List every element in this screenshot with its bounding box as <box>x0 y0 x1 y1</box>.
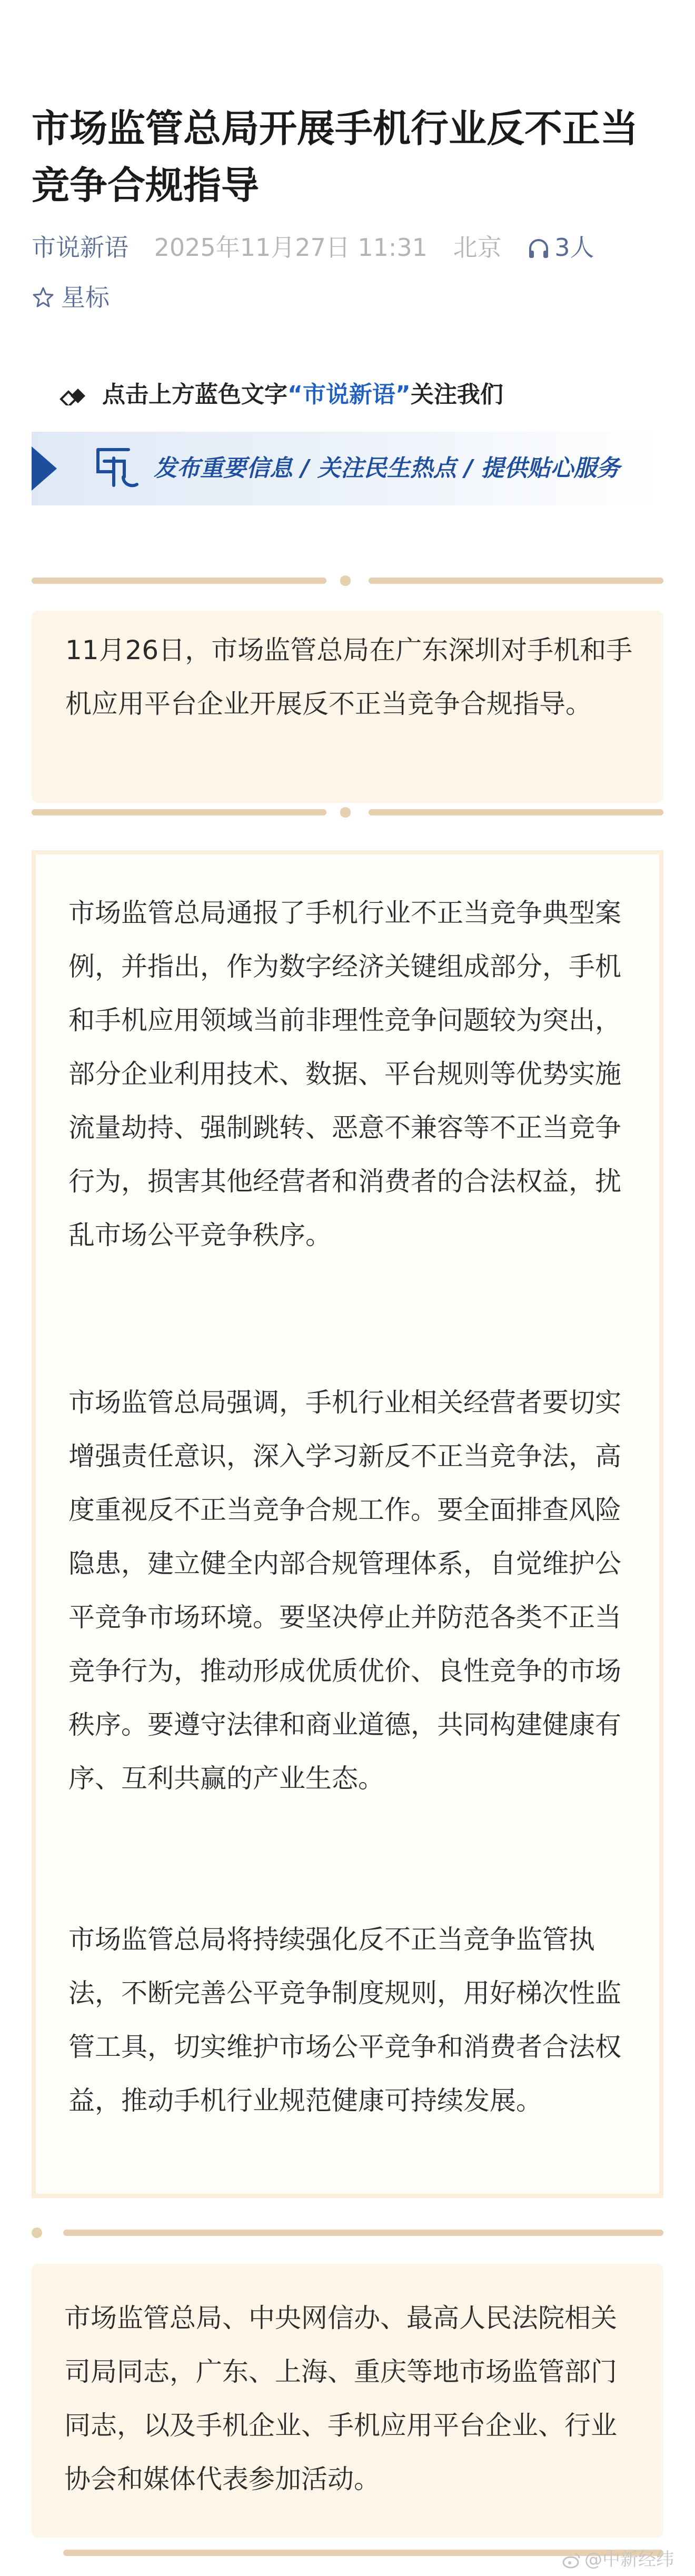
lead-panel <box>32 611 663 803</box>
slogan-text: 发布重要信息 / 关注民生热点 / 提供贴心服务 <box>154 455 620 482</box>
slogan-banner <box>32 432 663 505</box>
article-meta <box>32 232 594 267</box>
account-name-link[interactable]: 市说新语 <box>32 233 128 262</box>
publish-location: 北京 <box>453 233 502 262</box>
publish-date: 2025年11月27日 11:31 <box>154 233 428 262</box>
follow-prompt <box>59 379 503 414</box>
headphones-icon[interactable] <box>527 236 550 267</box>
star-button[interactable] <box>32 282 110 316</box>
weibo-watermark <box>562 2548 674 2574</box>
watermark-text: @中新经纬 <box>584 2549 674 2570</box>
play-triangle-icon <box>32 446 58 491</box>
body-paragraph-3: 市场监管总局将持续强化反不正当竞争监管执法，不断完善公平竞争制度规则，用好梯次性监管工具，切实维护市场公平竞争和消费者合法权益，推动手机行业规范健康可持续发展。 <box>68 1924 621 2116</box>
body-paragraph-1: 市场监管总局通报了手机行业不正当竞争典型案例，并指出，作为数字经济关键组成部分，手机和手机应用领域当前非理性竞争问题较为突出，部分企业利用技术、数据、平台规则等优势实施流量劫持、强制跳转、恶意不兼容等不正当竞争行为，损害其他经营者和消费者的合法权益，扰乱市场公平竞争秩序。 <box>68 898 621 1250</box>
section-divider <box>32 2226 663 2240</box>
article-title: 市场监管总局开展手机行业反不正当竞争合规指导 <box>32 106 639 207</box>
star-icon <box>32 285 55 316</box>
listener-count[interactable]: 3人 <box>554 233 594 262</box>
follow-suffix: 关注我们 <box>410 381 503 408</box>
diamond-pattern-icon <box>59 382 88 414</box>
weibo-icon <box>562 2551 581 2574</box>
body-panel <box>32 850 663 2198</box>
star-label: 星标 <box>61 283 110 312</box>
lead-paragraph: 11月26日，市场监管总局在广东深圳对手机和手机应用平台企业开展反不正当竞争合规指导。 <box>65 635 633 719</box>
section-divider <box>32 805 663 819</box>
body-paragraph-2: 市场监管总局强调，手机行业相关经营者要切实增强责任意识，深入学习新反不正当竞争法，高度重视反不正当竞争合规工作。要全面排查风险隐患，建立健全内部合规管理体系，自觉维护公平竞争市场环境。要坚决停止并防范各类不正当竞争行为，推动形成优质优价、良性竞争的市场秩序。要遵守法律和商业道德，共同构建健康有序、互利共赢的产业生态。 <box>68 1387 621 1794</box>
follow-prefix: 点击上方蓝色文字 <box>102 381 287 408</box>
section-divider <box>32 574 663 588</box>
account-name-highlight[interactable]: “市说新语” <box>287 381 411 408</box>
account-logo-icon <box>95 445 139 492</box>
participants-panel <box>32 2264 663 2538</box>
participants-paragraph: 市场监管总局、中央网信办、最高人民法院相关司局同志，广东、上海、重庆等地市场监管部门同志，以及手机企业、手机应用平台企业、行业协会和媒体代表参加活动。 <box>64 2303 617 2494</box>
